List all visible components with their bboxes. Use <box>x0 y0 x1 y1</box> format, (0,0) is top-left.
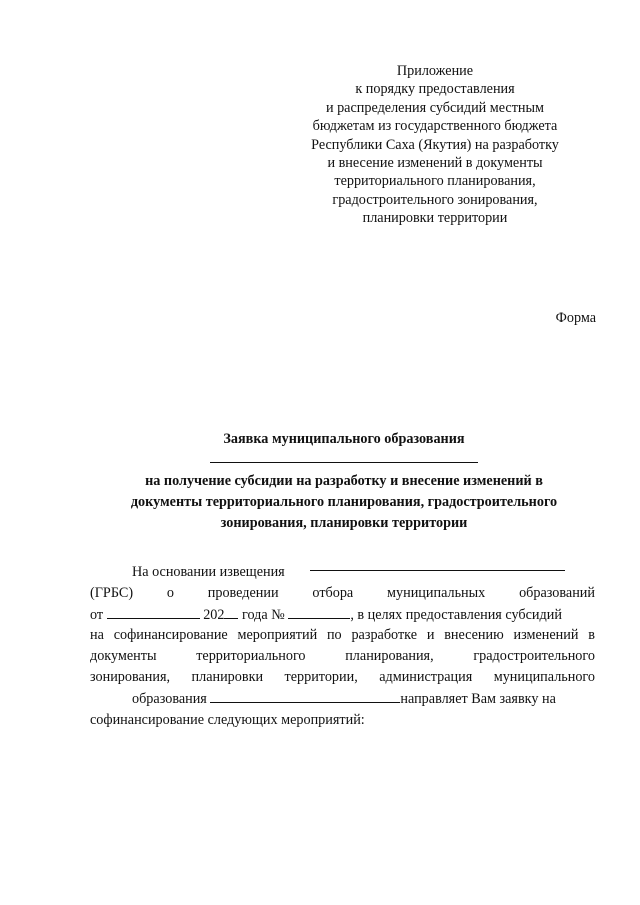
body-line <box>90 604 595 626</box>
word: мероприятий <box>237 627 318 644</box>
word: от <box>90 606 104 623</box>
word: в <box>588 627 595 644</box>
word: планировки <box>191 668 264 685</box>
date-blank[interactable] <box>107 604 200 619</box>
annex-line: Приложение <box>396 63 474 79</box>
word: по <box>326 627 342 644</box>
word: образования <box>132 690 207 707</box>
annex-line: Республики Саха (Якутия) на разработку <box>311 136 559 153</box>
word: отбора <box>312 584 354 601</box>
annex-line: и распределения субсидий местным <box>325 99 545 116</box>
word: (ГРБС) <box>90 584 134 601</box>
body-line <box>90 583 595 604</box>
word <box>132 688 556 710</box>
title-line: зонирования, планировки территории <box>220 515 468 531</box>
word: планирования, <box>345 648 434 665</box>
title-line: на получение субсидии на разработку и внесение изменений в <box>145 473 543 489</box>
word: года № <box>242 606 285 623</box>
body-line <box>90 710 595 731</box>
word: территории, <box>284 668 358 685</box>
word: внесению <box>444 627 504 644</box>
word: градостроительного <box>473 648 595 665</box>
word: образований <box>519 584 595 601</box>
word: территориального <box>196 648 306 665</box>
annex-line: бюджетам из государственного бюджета <box>312 118 558 135</box>
annex-line: к порядку предоставления <box>355 81 515 98</box>
word: администрация <box>379 668 473 685</box>
municipality-blank[interactable] <box>210 688 400 703</box>
word: документы <box>90 648 157 665</box>
word: муниципального <box>493 668 595 685</box>
title-line: Заявка муниципального образования <box>223 431 465 447</box>
word: , в целях предоставления субсидий <box>350 606 562 623</box>
word: проведении <box>207 584 279 601</box>
annex-line: территориального планирования, <box>334 173 536 190</box>
body-line <box>90 688 595 710</box>
word: на <box>90 627 104 644</box>
body-text: На основании извещения <box>132 564 285 580</box>
annex-line: планировки территории <box>362 210 508 227</box>
annex-line: и внесение изменений в документы <box>327 155 543 172</box>
word: муниципальных <box>387 584 486 601</box>
annex-line: градостроительного зонирования, <box>332 191 538 208</box>
application-body <box>90 562 595 730</box>
word: о <box>166 584 174 601</box>
word: 202 <box>203 606 225 623</box>
body-line <box>90 646 595 667</box>
municipality-name-blank[interactable] <box>40 450 640 471</box>
title-line: документы территориального планирования, градостроительного <box>130 494 558 510</box>
body-line <box>90 625 595 646</box>
body-line <box>90 667 595 688</box>
word: и <box>426 627 435 644</box>
year-blank[interactable] <box>224 604 238 619</box>
number-blank[interactable] <box>288 604 350 619</box>
word: разработке <box>351 627 418 644</box>
document-title <box>40 429 640 534</box>
annex-header <box>290 62 580 228</box>
word: изменений <box>513 627 579 644</box>
form-label: Форма <box>555 310 596 326</box>
word: зонирования, <box>90 668 171 685</box>
word: софинансирование следующих мероприятий: <box>90 711 365 728</box>
word: направляет Вам заявку на <box>400 690 556 707</box>
word: софинансирование <box>113 627 228 644</box>
